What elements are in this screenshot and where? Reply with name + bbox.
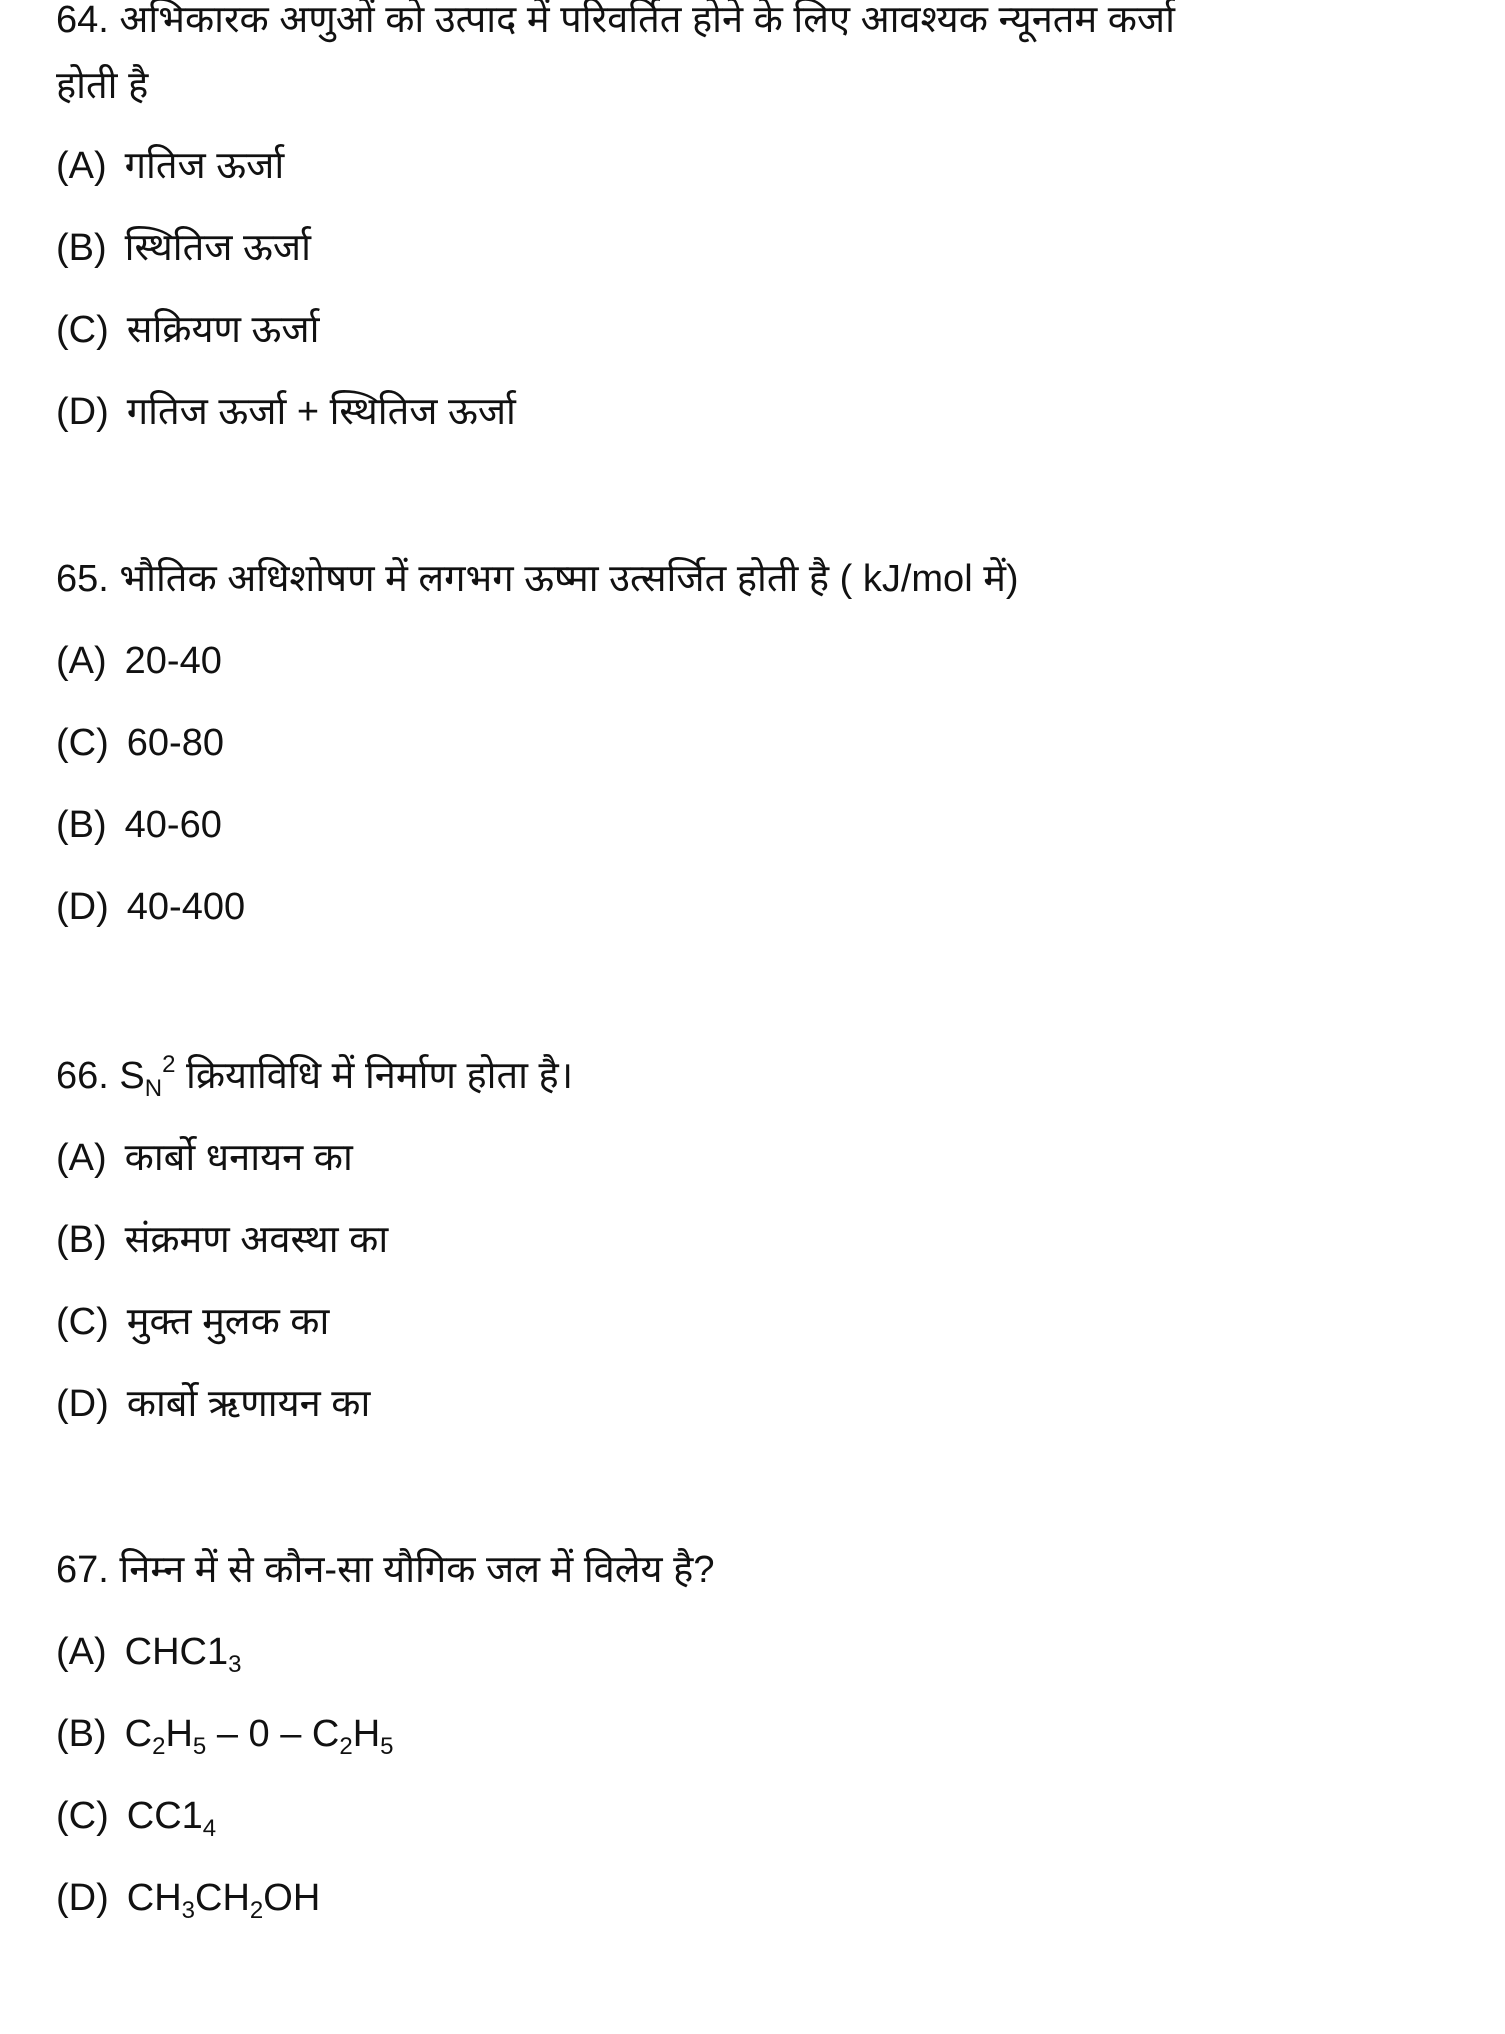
option-c[interactable]: (C) $CC1_4$ — [56, 1795, 217, 1842]
question-text: अभिकारक अणुओं को उत्पाद में परिवर्तित होने के लिए आवश्यक न्यूनतम कर्जा — [119, 0, 1175, 41]
option-b[interactable]: (B) 40-60 — [56, 804, 222, 846]
question-67-stem — [56, 1546, 714, 1594]
option-a[interactable]: (A) गतिज ऊर्जा — [56, 145, 285, 187]
question-number: 65. — [56, 558, 109, 600]
question-64-stem-cont: होती है — [56, 65, 149, 107]
option-d[interactable]: (D) कार्बो ऋणायन का — [56, 1383, 371, 1425]
question-65-stem — [56, 555, 1019, 603]
question-64-stem — [56, 0, 1175, 44]
question-number: 66. — [56, 1055, 109, 1097]
option-d[interactable]: (D) गतिज ऊर्जा + स्थितिज ऊर्जा — [56, 391, 516, 433]
option-b[interactable]: (B) स्थितिज ऊर्जा — [56, 227, 311, 269]
question-text: भौतिक अधिशोषण में लगभग ऊष्मा उत्सर्जित होती है ( kJ/mol में) — [119, 558, 1019, 600]
option-c[interactable]: (C) मुक्त मुलक का — [56, 1301, 330, 1343]
option-d[interactable]: (D) $CH_3CH_2OH$ — [56, 1877, 321, 1924]
option-a[interactable]: (A) कार्बो धनायन का — [56, 1137, 353, 1179]
formula-ccl4: $CC1_4$ — [126, 1795, 217, 1842]
option-a[interactable]: (A) $CHC1_3$ — [56, 1631, 242, 1678]
option-c[interactable]: (C) 60-80 — [56, 722, 224, 764]
question-text: निम्न में से कौन-सा यौगिक जल में विलेय है? — [119, 1549, 715, 1591]
sn2-symbol: $S_N^2$ — [119, 1051, 176, 1102]
option-d[interactable]: (D) 40-400 — [56, 886, 246, 928]
question-text: क्रियाविधि में निर्माण होता है। — [186, 1055, 574, 1097]
option-c[interactable]: (C) सक्रियण ऊर्जा — [56, 309, 320, 351]
question-66-stem — [56, 1052, 573, 1100]
option-b[interactable]: (B) $C_2H_5 - 0 - C_2H_5$ — [56, 1713, 394, 1760]
option-b[interactable]: (B) संक्रमण अवस्था का — [56, 1219, 389, 1261]
formula-chcl3: $CHC1_3$ — [124, 1631, 242, 1678]
option-a[interactable]: (A) 20-40 — [56, 640, 222, 682]
formula-ethanol: $CH_3CH_2OH$ — [126, 1877, 321, 1924]
question-number: 67. — [56, 1549, 109, 1591]
formula-diethyl-ether: $C_2H_5 - 0 - C_2H_5$ — [124, 1713, 394, 1760]
question-number: 64. — [56, 0, 109, 41]
